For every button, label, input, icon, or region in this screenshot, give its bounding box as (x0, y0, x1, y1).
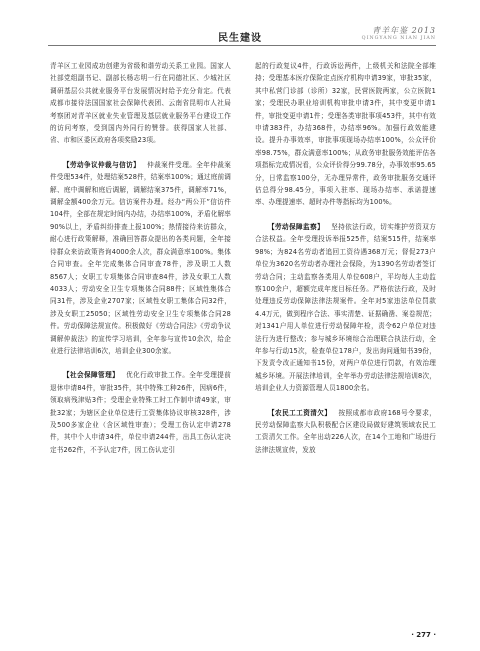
section-body: 仲裁案件受理。全年仲裁案件受理534件，处理结案528件，结案率100%；通过庭前调解、庭中调解和庭后调解，调解结案375件，调解率71%，调解金额400余万元。信访案件办理。经办“两公开”信访件104件，全部在规定时间内办结，办结率100%，矛盾化解率90%以上，矛盾纠纷排查上报100%；热情接待来访群众，耐心进行政策解释，准确回答群众提出的各类问题，全年接待群众来访政策咨询4000余人次，群众满意率100%。集体合同审查。全年完成集体合同审查78件，涉及职工人数8567人；女职工专项集体合同审查84件，涉及女职工人数4033人；劳动安全卫生专项集体合同88件；区域性集体合同31件，涉及企业2707家；区域性女职工集体合同32件，涉及女职工25050；区域性劳动安全卫生专项集体合同28件。劳动保障法规宣传。积极做好《劳动合同法》《劳动争议调解仲裁法》的宣传学习培训，全年参与宣传10余次，给企业进行法律培训6次，培训企业300余家。 (50, 160, 231, 355)
left-column (50, 60, 231, 456)
section-body: 坚持依法行政，切实维护劳资双方合法权益。全年受理投诉举报525件，结案515件，结案率98%；为824名劳动者追回工资待遇368万元；督促273户单位为3620名劳动者办理社会保险，为1390名劳动者签订劳动合同；主动监察各类用人单位608户，平均每人主动监察100余户，超额完成年度目标任务。严格依法行政，及时处理违反劳动保障法律法规案件。全年对5家违法单位罚款4.4万元，做到程序合法、事实清楚、证据确凿、案卷规范；对1341户用人单位进行劳动保障年检，责令62户单位对违法行为进行整改；参与城乡环境综合治理联合执法行动，全年参与行动15次，检查单位178户，发出询问通知书39份，下发责令改正通知书15份，对两户单位进行罚款，有效治理城乡环境。开展法律培训，全年举办劳动法律法规培训8次，培训企业人力资源管理人员1800余名。 (255, 222, 437, 393)
paragraph: 青羊区工业园成功创建为省级和谐劳动关系工业园。国家人社部党组副书记、副部长杨志明一行在同德社区、少城社区调研基层公共就业服务平台发展情况时给予充分肯定。代表成都市接待法国国家社会保障代表团、云南省昆明市人社局考察团对青羊区就业失业管理及基层就业服务平台建设工作的访问考察，受到国内外同行的赞誉。获得国家人社部、省、市和区委区政府各项奖励23项。 (50, 62, 231, 145)
right-column (255, 60, 436, 456)
section-labor-arbitration (50, 159, 231, 358)
section-heading: 【劳动争议仲裁与信访】 (63, 160, 141, 169)
section-labor-inspection (255, 221, 436, 395)
page-number: · 277 · (411, 631, 436, 639)
paragraph: 起的行政复议4件，行政诉讼两件，上级机关和法院全部维持；受理基本医疗保险定点医疗机构申请39家，审批35家，其中私营门诊部（诊所）32家，民营医院两家，公立医院1家；受理民办职业培训机构审批申请3件，其中变更申请1件，审批变更申请1件；受理各类审批事项453件，其中有效申请383件，办结368件，办结率96%。加强行政效能建设。提升办事效率，审批事项现场办结率100%，公众评价率98.75%，群众满意率100%；从政务审批服务效能评估各项指标完成情况看，公众评价得分99.78分，办事效率95.65分，日常监察100分，无办理异常件，政务审批服务交通评估总得分98.45分，事项入驻率、现场办结率、承诺提速率、办理提速率、超时办件等指标均为100%。 (255, 62, 436, 207)
running-title: 民生建设 (218, 33, 262, 44)
section-heading: 【社会保障管理】 (63, 371, 120, 380)
section-heading: 【劳动保障监察】 (268, 222, 325, 231)
header-rule (48, 45, 436, 46)
section-body: 优化行政审批工作。全年受理提前退休申请84件，审批35件，其中特殊工种26件，因病6件，领取病残津贴3件；受理企业特殊工时工作制申请49家，审批32家；为辖区企业单位进行工资集体协议审核328件，涉及500多家企业（含区域性审查）；受理工伤认定申请278件，其中个人申请34件，单位申请244件，出具工伤认定决定书262件，不予认定7件，因工伤认定引 (50, 371, 232, 454)
yearbook-name-en: QINGYANG NIAN JIAN (361, 36, 436, 41)
section-body: 按照成都市政府168号令要求，民劳动保障监察大队积极配合区建设局做好建筑领域农民工工资清欠工作。全年出动226人次，在14个工地和广场进行法律法规宣传，发放 (255, 408, 436, 454)
section-social-security (50, 369, 231, 456)
section-heading: 【农民工工资清欠】 (268, 408, 332, 417)
page-header (0, 0, 480, 50)
section-migrant-wages (255, 407, 436, 457)
yearbook-name: 青羊年鉴 2013 (372, 26, 436, 35)
